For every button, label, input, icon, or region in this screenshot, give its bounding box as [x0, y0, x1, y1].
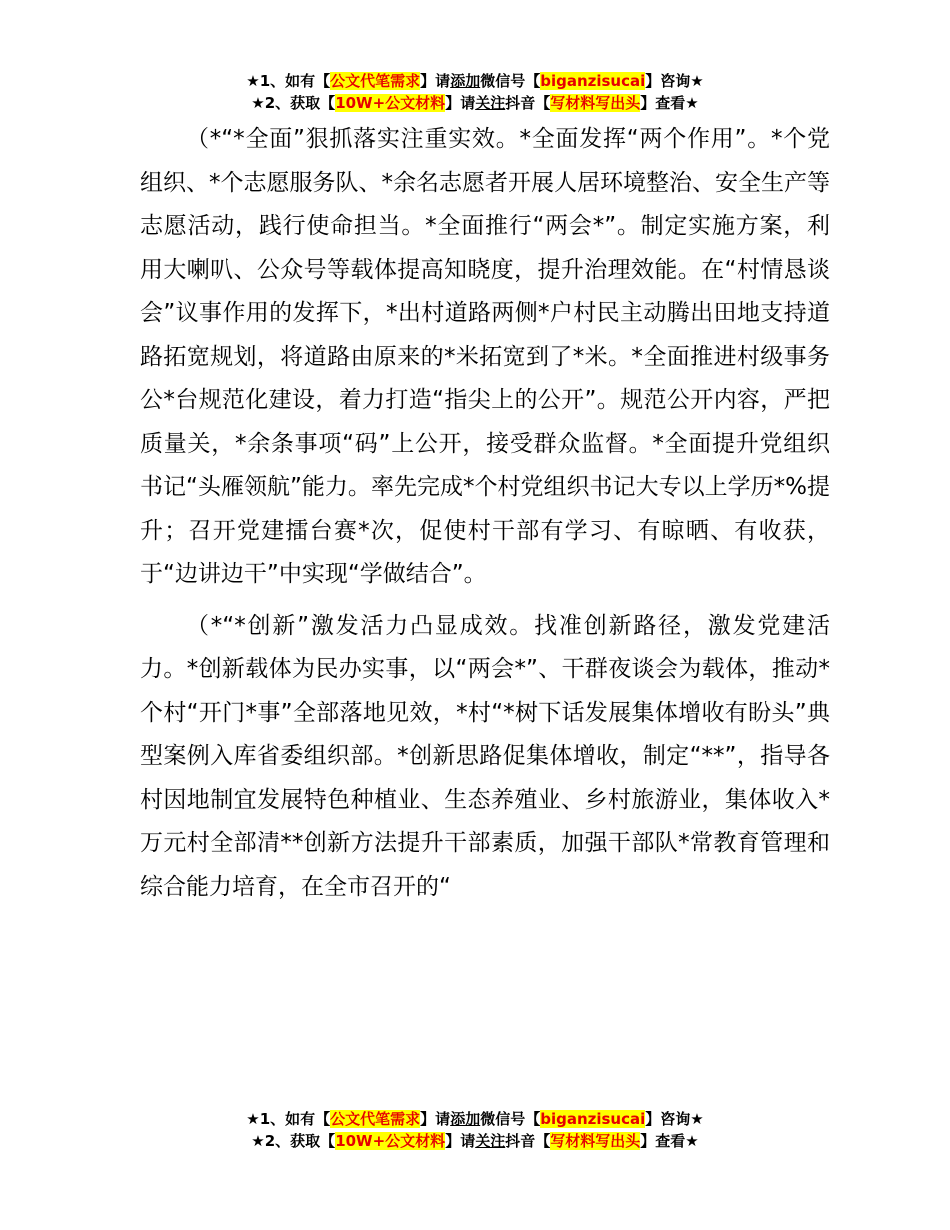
- banner-underlined-word: 关注: [475, 1132, 506, 1150]
- banner-text: 】查看★: [640, 94, 699, 112]
- banner-text: 】请: [420, 72, 451, 90]
- banner-text: 】查看★: [640, 1132, 699, 1150]
- banner-text: 微信号【: [480, 1110, 541, 1128]
- header-banner: [0, 70, 950, 114]
- banner-text: 抖音【: [505, 1132, 551, 1150]
- banner-underlined-word: 添加: [450, 1110, 481, 1128]
- banner-text: 抖音【: [505, 94, 551, 112]
- banner-text: ★2、获取【: [251, 1132, 336, 1150]
- banner-text: 】请: [445, 94, 476, 112]
- banner-text: ★2、获取【: [251, 94, 336, 112]
- banner-text: 】请: [420, 1110, 451, 1128]
- banner-underlined-word: 关注: [475, 94, 506, 112]
- banner-text: 】咨询★: [645, 72, 704, 90]
- paragraph: （*“*全面”狠抓落实注重实效。*全面发挥“两个作用”。*个党组织、*个志愿服务队、*余名志愿者开展人居环境整治、安全生产等志愿活动，践行使命担当。*全面推行“两会*”。制定实施方案，利用大喇叭、公众号等载体提高知晓度，提升治理效能。在“村情恳谈会”议事作用的发挥下，*出村道路两侧*户村民主动腾出田地支持道路拓宽规划，将道路由原来的*米拓宽到了*米。*全面推进村级事务公*台规范化建设，着力打造“指尖上的公开”。规范公开内容，严把质量关，*余条事项“码”上公开，接受群众监督。*全面提升党组织书记“头雁领航”能力。率先完成*个村党组织书记大专以上学历*%提升；召开党建擂台赛*次，促使村干部有学习、有晾晒、有收获，于“边讲边干”中实现“学做结合”。: [140, 126, 830, 587]
- banner-highlight-materials: 10W+公文材料: [335, 1132, 446, 1150]
- banner-text: ★1、如有【: [246, 1110, 331, 1128]
- banner-text: 微信号【: [480, 72, 541, 90]
- header-banner-line-2: [0, 92, 950, 114]
- banner-text: ★1、如有【: [246, 72, 331, 90]
- banner-highlight-service: 公文代笔需求: [330, 72, 421, 90]
- banner-highlight-service: 公文代笔需求: [330, 1110, 421, 1128]
- banner-text: 】咨询★: [645, 1110, 704, 1128]
- banner-underlined-word: 添加: [450, 72, 481, 90]
- banner-highlight-wechat-id: biganzisucai: [540, 1110, 646, 1128]
- banner-highlight-wechat-id: biganzisucai: [540, 72, 646, 90]
- document-body: [140, 118, 830, 909]
- header-banner-line-1: [0, 70, 950, 92]
- paragraph: （*“*创新”激发活力凸显成效。找准创新路径，激发党建活力。*创新载体为民办实事，以“两会*”、干群夜谈会为载体，推动*个村“开门*事”全部落地见效，*村“*树下话发展集体增收有盼头”典型案例入库省委组织部。*创新思路促集体增收，制定“**”，指导各村因地制宜发展特色种植业、生态养殖业、乡村旅游业，集体收入*万元村全部清**创新方法提升干部素质，加强干部队*常教育管理和综合能力培育，在全市召开的“: [140, 612, 830, 900]
- footer-banner: [0, 1108, 950, 1152]
- footer-banner-line-2: [0, 1130, 950, 1152]
- banner-highlight-materials: 10W+公文材料: [335, 94, 446, 112]
- banner-highlight-douyin: 写材料写出头: [550, 1132, 641, 1150]
- footer-banner-line-1: [0, 1108, 950, 1130]
- banner-text: 】请: [445, 1132, 476, 1150]
- banner-highlight-douyin: 写材料写出头: [550, 94, 641, 112]
